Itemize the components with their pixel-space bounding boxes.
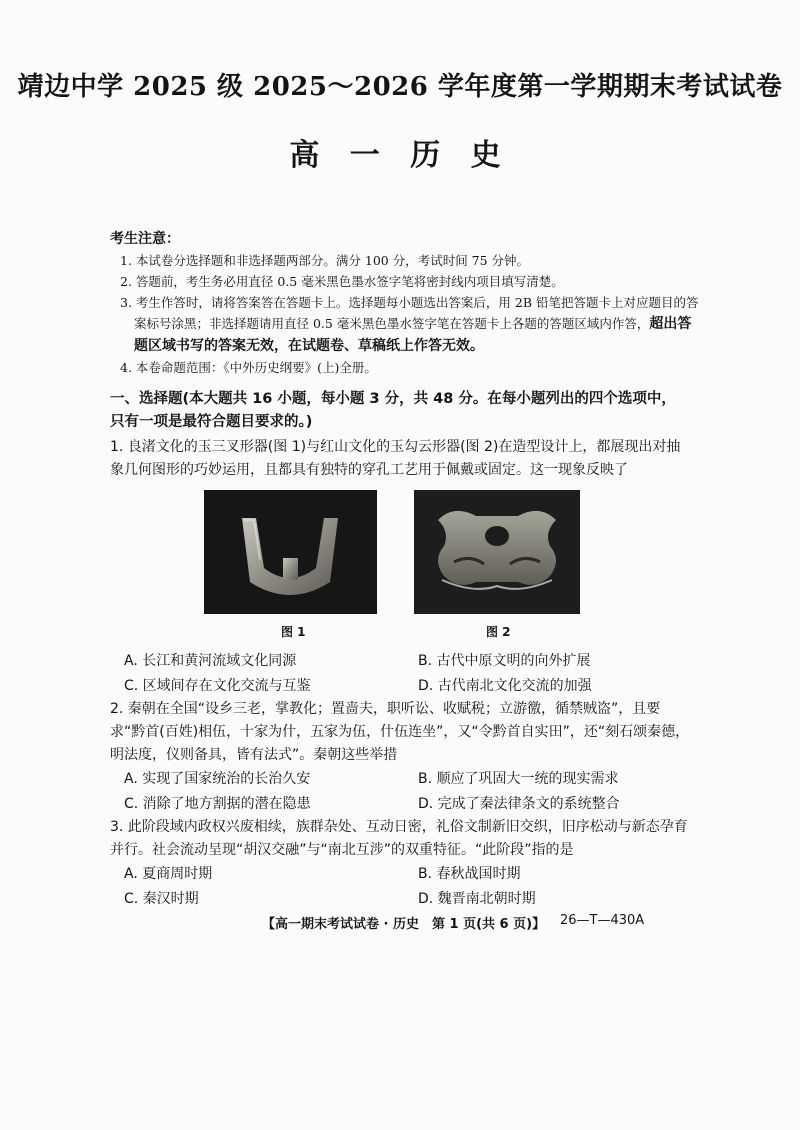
jade-trident-image (204, 490, 377, 614)
notice-item-3-text: 3. 考生作答时，请将答案答在答题卡上。选择题每小题选出答案后，用 2B 铅笔把答题卡上对应题目的答案标号涂黑；非选择题请用直径 0.5 毫米黑色墨水签字笔在答题卡上各题的答题区域内作答， (120, 295, 699, 331)
paper-code: 26—T—430A (560, 913, 645, 928)
question-1-stem: 1. 良渚文化的玉三叉形器(图 1)与红山文化的玉勾云形器(图 2)在造型设计上，都展现出对抽象几何图形的巧妙运用，且都具有独特的穿孔工艺用于佩戴或固定。这一现象反映了 (110, 439, 681, 478)
subject-title: 高 一 历 史 (289, 138, 511, 173)
question-3-option-d[interactable]: D. 魏晋南北朝时期 (418, 891, 536, 907)
question-1-option-c[interactable]: C. 区域间存在文化交流与互鉴 (124, 678, 311, 694)
question-1-option-a[interactable]: A. 长江和黄河流域文化同源 (124, 653, 297, 669)
question-3-option-b[interactable]: B. 春秋战国时期 (418, 866, 521, 882)
notice-item-2: 2. 答题前，考生务必用直径 0.5 毫米黑色墨水签字笔将密封线内项目填写清楚。 (120, 274, 564, 289)
question-2-option-a[interactable]: A. 实现了国家统治的长治久安 (124, 771, 311, 787)
question-2-option-c[interactable]: C. 消除了地方割据的潜在隐患 (124, 796, 311, 812)
jade-cloud-image (414, 490, 580, 614)
figure-1-caption: 图 1 (281, 625, 306, 639)
exam-notice (110, 229, 700, 378)
exam-title: 靖边中学 2025 级 2025～2026 学年度第一学期期末考试试卷 (17, 72, 783, 102)
question-2-option-d[interactable]: D. 完成了秦法律条文的系统整合 (418, 796, 620, 812)
figure-2-caption: 图 2 (486, 625, 511, 639)
question-1-option-d[interactable]: D. 古代南北文化交流的加强 (418, 678, 592, 694)
figure-1-jade-trident (204, 490, 377, 614)
question-2-stem: 2. 秦朝在全国“设乡三老，掌教化；置啬夫，职听讼、收赋税；立游徼，循禁贼盗”，且要求“黔首(百姓)相伍，十家为什，五家为伍，什伍连坐”，又“令黔首自实田”，还“刻石颂秦德，明法度，仪则备具，皆有法式”。秦朝这些举措 (110, 701, 690, 763)
notice-item-3 (110, 292, 700, 357)
question-1-option-b[interactable]: B. 古代中原文明的向外扩展 (418, 653, 591, 669)
notice-item-1: 1. 本试卷分选择题和非选择题两部分。满分 100 分，考试时间 75 分钟。 (120, 253, 530, 268)
question-3-stem: 3. 此阶段域内政权兴废相续，族群杂处、互动日密，礼俗文制新旧交织，旧序松动与新态孕育并行。社会流动呈现“胡汉交融”与“南北互涉”的双重特征。“此阶段”指的是 (110, 819, 688, 858)
notice-item-3-emphasis: 超出答题区域书写的答案无效，在试题卷、草稿纸上作答无效。 (134, 316, 692, 354)
section-1-heading: 一、选择题(本大题共 16 小题，每小题 3 分，共 48 分。在每小题列出的四个选项中，只有一项是最符合题目要求的。) (110, 391, 676, 430)
notice-item-4: 4. 本卷命题范围：《中外历史纲要》(上)全册。 (120, 360, 377, 375)
page-footer: 【高一期末考试试卷 · 历史 第 1 页(共 6 页)】 (262, 917, 546, 932)
figure-2-jade-cloud (414, 490, 580, 614)
notice-heading: 考生注意： (110, 231, 180, 247)
question-3-option-a[interactable]: A. 夏商周时期 (124, 866, 213, 882)
question-2-option-b[interactable]: B. 顺应了巩固大一统的现实需求 (418, 771, 619, 787)
question-3-option-c[interactable]: C. 秦汉时期 (124, 891, 199, 907)
